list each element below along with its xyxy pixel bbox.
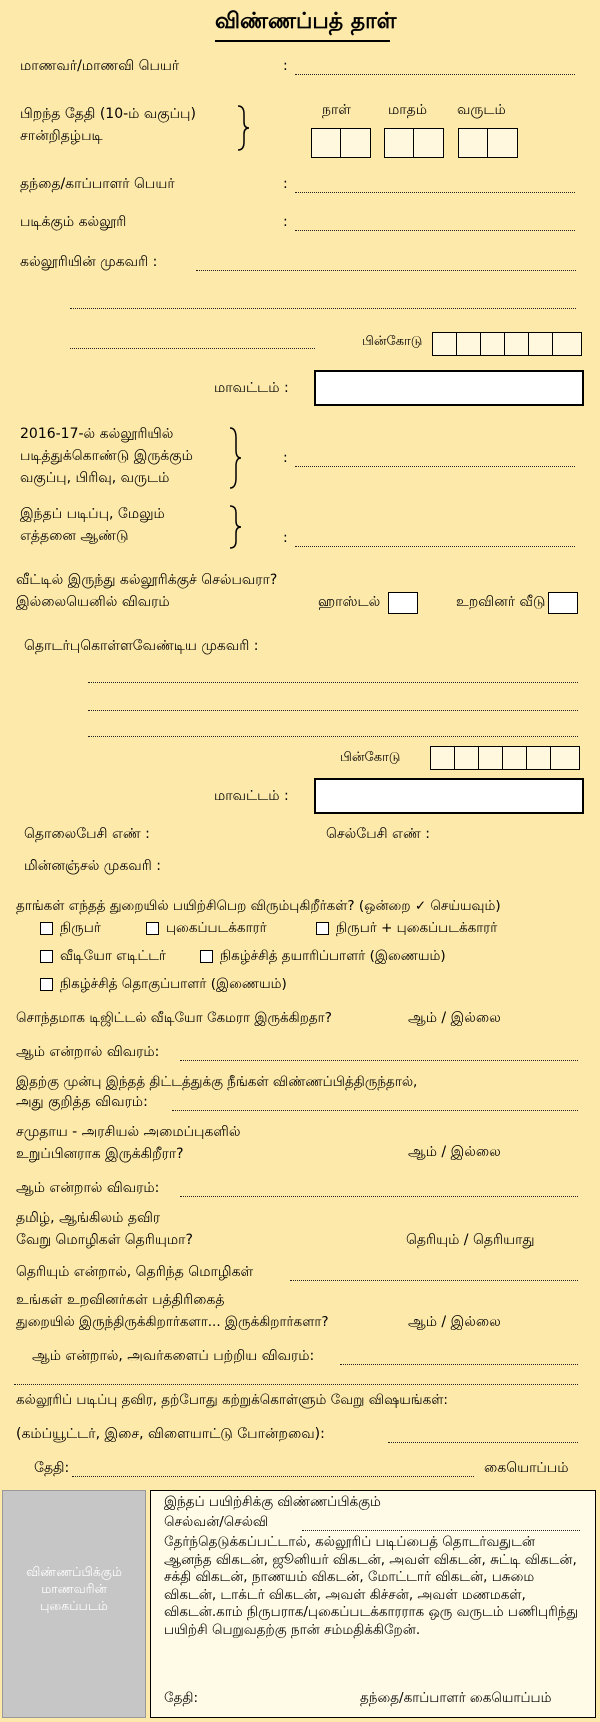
photo-caption-line2: மாணவரின்	[41, 1580, 107, 1596]
year-label: வருடம்	[457, 102, 506, 118]
contact-address-line2[interactable]	[88, 710, 578, 711]
year-boxes[interactable]	[458, 128, 518, 158]
contact-district-label: மாவட்டம் :	[214, 788, 289, 804]
option-reporter-label: நிருபர்	[60, 920, 101, 936]
class-label-line2: படித்துக்கொண்டு இருக்கும்	[20, 448, 193, 464]
brace-icon	[228, 504, 242, 550]
email-label: மின்னஞ்சல் முகவரி :	[24, 858, 161, 874]
years-label-line2: எத்தனை ஆண்டு	[20, 528, 129, 544]
college-address-label: கல்லூரியின் முகவரி :	[20, 254, 158, 270]
declaration-line2: செல்வன்/செல்வி	[164, 1514, 269, 1530]
phone-label: தொலைபேசி எண் :	[24, 826, 150, 842]
lang-known-label: தெரியும் என்றால், தெரிந்த மொழிகள்	[16, 1264, 254, 1280]
org-details-field[interactable]	[180, 1196, 578, 1197]
date-label: தேதி:	[34, 1460, 70, 1476]
commute-question: வீட்டில் இருந்து கல்லூரிக்குச் செல்பவரா?	[16, 572, 278, 588]
lang-known-field[interactable]	[290, 1280, 578, 1281]
student-name-label: மாணவர்/மாணவி பெயர்	[20, 58, 180, 74]
relatives-question-line2: துறையில் இருந்திருக்கிறார்களா... இருக்கிறார்களா?	[16, 1314, 329, 1330]
declaration-date-label: தேதி:	[164, 1690, 198, 1706]
years-label-line1: இந்தப் படிப்பு, மேலும்	[20, 506, 165, 522]
college-field[interactable]	[295, 230, 575, 231]
org-yes-no[interactable]: ஆம் / இல்லை	[408, 1144, 501, 1160]
colon: :	[283, 176, 288, 192]
brace-icon	[236, 104, 250, 152]
colon: :	[283, 214, 288, 230]
college-pincode-boxes[interactable]	[432, 332, 582, 356]
relatives-details-field[interactable]	[340, 1364, 578, 1365]
class-field[interactable]	[295, 466, 575, 467]
option-presenter-label: நிகழ்ச்சித் தொகுப்பாளர் (இணையம்)	[60, 976, 287, 992]
contact-address-line1[interactable]	[88, 682, 578, 683]
declaration-line1: இந்தப் பயிற்சிக்கு விண்ணப்பிக்கும்	[164, 1494, 381, 1510]
relatives-yes-no[interactable]: ஆம் / இல்லை	[408, 1314, 501, 1330]
org-question-line2: உறுப்பினராக இருக்கிறீரா?	[16, 1146, 184, 1162]
relatives-details-field-2[interactable]	[14, 1384, 578, 1385]
college-district-box[interactable]	[314, 370, 584, 406]
contact-address-line3[interactable]	[88, 736, 578, 737]
month-label: மாதம்	[388, 102, 427, 118]
photo-caption	[2, 1564, 146, 1615]
declaration-name-field[interactable]	[302, 1530, 580, 1531]
camera-yes-no[interactable]: ஆம் / இல்லை	[408, 1010, 501, 1026]
dob-label-line2: சான்றிதழ்படி	[20, 128, 103, 144]
other-learning-field[interactable]	[388, 1442, 578, 1443]
hostel-label: ஹாஸ்டல்	[318, 594, 381, 610]
day-label: நாள்	[322, 102, 351, 118]
contact-pincode-label: பின்கோடு	[340, 750, 401, 765]
option-producer-checkbox[interactable]	[200, 950, 213, 963]
relative-home-checkbox[interactable]	[548, 592, 578, 614]
option-presenter-checkbox[interactable]	[40, 978, 53, 991]
org-details-label: ஆம் என்றால் விவரம்:	[16, 1180, 160, 1196]
college-address-line3[interactable]	[70, 348, 315, 349]
contact-district-box[interactable]	[314, 778, 584, 814]
option-reporter-checkbox[interactable]	[40, 922, 53, 935]
declaration-body: தேர்ந்தெடுக்கப்பட்டால், கல்லூரிப் படிப்பைத் தொடர்வதுடன் ஆனந்த விகடன், ஜூனியர் விகடன், அவள் விகடன், சுட்டி விகடன், சக்தி விகடன், நாணயம் விகடன், மோட்டார் விகடன், பசுமை விகடன், டாக்டர் விகடன், அவள் கிச்சன், அவள் மணமகள், விகடன்.காம் நிருபராக/புகைப்படக்காரராக ஒரு வருடம் பணிபுரிந்து பயிற்சி பெறுவதற்கு நான் சம்மதிக்கிறேன்.	[164, 1534, 579, 1638]
colon: :	[283, 58, 288, 74]
option-producer-label: நிகழ்ச்சித் தயாரிப்பாளர் (இணையம்)	[220, 948, 446, 964]
camera-details-label: ஆம் என்றால் விவரம்:	[16, 1044, 160, 1060]
contact-pincode-boxes[interactable]	[430, 746, 580, 770]
date-field[interactable]	[72, 1476, 474, 1477]
prior-application-field[interactable]	[172, 1110, 578, 1111]
option-video-editor-label: வீடியோ எடிட்டர்	[60, 948, 166, 964]
signature-label: கையொப்பம்	[484, 1460, 569, 1476]
relative-home-label: உறவினர் வீடு	[456, 594, 546, 610]
college-address-line1[interactable]	[196, 270, 576, 271]
years-field[interactable]	[295, 546, 575, 547]
option-photographer-label: புகைப்படக்காரர்	[166, 920, 267, 936]
option-video-editor-checkbox[interactable]	[40, 950, 53, 963]
option-reporter-photographer-checkbox[interactable]	[316, 922, 329, 935]
photo-caption-line1: விண்ணப்பிக்கும்	[26, 1564, 122, 1579]
month-boxes[interactable]	[384, 128, 444, 158]
brace-icon	[228, 426, 242, 490]
college-address-line2[interactable]	[70, 308, 576, 309]
colon: :	[283, 450, 288, 466]
college-district-label: மாவட்டம் :	[214, 380, 289, 396]
lang-question-line2: வேறு மொழிகள் தெரியுமா?	[16, 1232, 193, 1248]
relatives-details-label: ஆம் என்றால், அவர்களைப் பற்றிய விவரம்:	[32, 1348, 315, 1364]
dob-label-line1: பிறந்த தேதி (10-ம் வகுப்பு)	[20, 106, 196, 122]
commute-detail-label: இல்லையெனில் விவரம்	[16, 594, 170, 610]
title-underline	[215, 40, 390, 42]
camera-question: சொந்தமாக டிஜிட்டல் வீடியோ கேமரா இருக்கிறதா?	[16, 1010, 332, 1026]
camera-details-field[interactable]	[180, 1060, 578, 1061]
other-learning-line2: (கம்ப்யூட்டர், இசை, விளையாட்டு போன்றவை):	[16, 1426, 325, 1442]
lang-question-line1: தமிழ், ஆங்கிலம் தவிர	[16, 1210, 161, 1226]
class-label-line1: 2016-17-ல் கல்லூரியில்	[20, 426, 174, 442]
class-label-line3: வகுப்பு, பிரிவு, வருடம்	[20, 470, 170, 486]
college-pincode-label: பின்கோடு	[362, 334, 423, 349]
prior-application-line1: இதற்கு முன்பு இந்தத் திட்டத்துக்கு நீங்கள் விண்ணப்பித்திருந்தால்,	[16, 1074, 418, 1090]
lang-know-dont[interactable]: தெரியும் / தெரியாது	[406, 1232, 535, 1248]
college-label: படிக்கும் கல்லூரி	[20, 214, 127, 230]
guardian-name-label: தந்தை/காப்பாளர் பெயர்	[20, 176, 175, 192]
student-name-field[interactable]	[295, 74, 575, 75]
training-question: தாங்கள் எந்தத் துறையில் பயிற்சிபெற விரும்புகிறீர்கள்? (ஒன்றை ✓ செய்யவும்)	[16, 898, 501, 914]
guardian-signature-label: தந்தை/காப்பாளர் கையொப்பம்	[360, 1690, 552, 1706]
relatives-question-line1: உங்கள் உறவினர்கள் பத்திரிகைத்	[16, 1292, 225, 1308]
mobile-label: செல்பேசி எண் :	[326, 826, 430, 842]
hostel-checkbox[interactable]	[388, 592, 418, 614]
colon: :	[283, 530, 288, 546]
option-reporter-photographer-label: நிருபர் + புகைப்படக்காரர்	[336, 920, 498, 936]
option-photographer-checkbox[interactable]	[146, 922, 159, 935]
other-learning-line1: கல்லூரிப் படிப்பு தவிர, தற்போது கற்றுக்கொள்ளும் வேறு விஷயங்கள்:	[16, 1392, 448, 1408]
day-boxes[interactable]	[311, 128, 371, 158]
guardian-name-field[interactable]	[295, 192, 575, 193]
form-title: விண்ணப்பத் தாள்	[215, 9, 397, 34]
contact-address-label: தொடர்புகொள்ளவேண்டிய முகவரி :	[24, 638, 259, 654]
prior-application-line2: அது குறித்த விவரம்:	[16, 1094, 148, 1110]
org-question-line1: சமுதாய - அரசியல் அமைப்புகளில்	[16, 1124, 241, 1140]
photo-caption-line3: புகைப்படம்	[40, 1597, 108, 1613]
